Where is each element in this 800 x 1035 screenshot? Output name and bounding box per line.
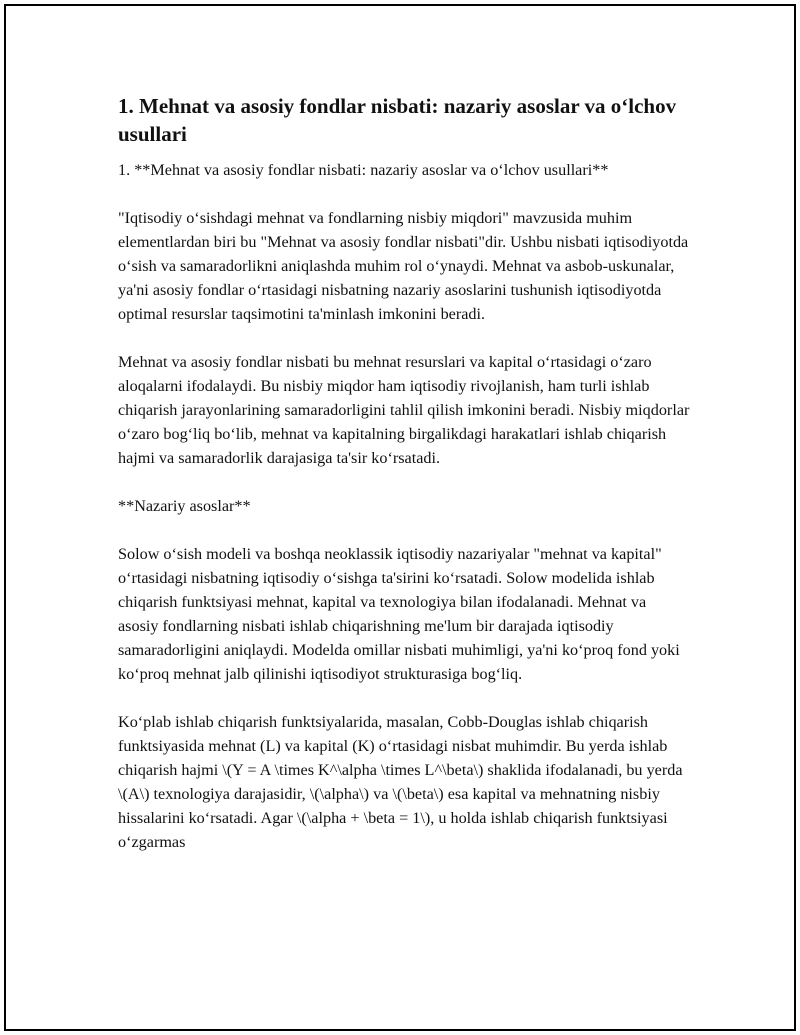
paragraph-solow-model: Solow o‘sish modeli va boshqa neoklassik iqtisodiy nazariyalar "mehnat va kapital" o‘rtasidagi nisbatning iqtisodiy o‘sishga ta'sirini ko‘rsatadi. Solow modelida ishlab chiqarish funktsiyasi mehnat, kapital va texnologiya bilan ifodalanadi. Mehnat va asosiy fondlarning nisbati ishlab chiqarishning me'lum bir darajada iqtisodiy samaradorligini aniqlaydi. Modelda omillar nisbati muhimligi, ya'ni ko‘proq fond yoki ko‘proq mehnat jalb qilinishi iqtisodiyot strukturasiga bog‘liq.: [118, 545, 680, 683]
paragraph-cobb-douglas: Ko‘plab ishlab chiqarish funktsiyalarida, masalan, Cobb-Douglas ishlab chiqarish funktsiyasida mehnat (L) va kapital (K) o‘rtasidagi nisbat muhimdir. Bu yerda ishlab chiqarish hajmi \(Y = A \times K^\alpha \times L^\beta\) shaklida ifodalanadi, bu yerda \(A\) texnologiya darajasidir, \(\alpha\) va \(\beta\) esa kapital va mehnatning nisbiy hissalarini ko‘rsatadi. Agar \(\alpha + \beta = 1\), u holda ishlab chiqarish funktsiyasi o‘zgarmas: [118, 713, 683, 851]
document-body: [118, 92, 690, 878]
paragraph-title-repeat: 1. **Mehnat va asosiy fondlar nisbati: nazariy asoslar va o‘lchov usullari**: [118, 161, 609, 179]
paragraph-ratio-definition: Mehnat va asosiy fondlar nisbati bu mehnat resurslari va kapital o‘rtasidagi o‘zaro aloqalarni ifodalaydi. Bu nisbiy miqdor ham iqtisodiy rivojlanish, ham turli ishlab chiqarish jarayonlarining samaradorligini tahlil qilish imkonini beradi. Nisbiy miqdorlar o‘zaro bog‘liq bo‘lib, mehnat va kapitalning birgalikdagi harakatlari ishlab chiqarish hajmi va samaradorlik darajasiga ta'sir ko‘rsatadi.: [118, 353, 690, 467]
document-heading: 1. Mehnat va asosiy fondlar nisbati: nazariy asoslar va o‘lchov usullari: [118, 94, 677, 146]
paragraph-intro: "Iqtisodiy o‘sishdagi mehnat va fondlarning nisbiy miqdori" mavzusida muhim elementlardan biri bu "Mehnat va asosiy fondlar nisbati"dir. Ushbu nisbati iqtisodiyotda o‘sish va samaradorlikni aniqlashda muhim rol o‘ynaydi. Mehnat va asbob-uskunalar, ya'ni asosiy fondlar o‘rtasidagi nisbatning nazariy asoslarini tushunish iqtisodiyotda optimal resurslar taqsimotini ta'minlash imkonini beradi.: [118, 209, 689, 323]
section-heading-theory: **Nazariy asoslar**: [118, 497, 251, 515]
